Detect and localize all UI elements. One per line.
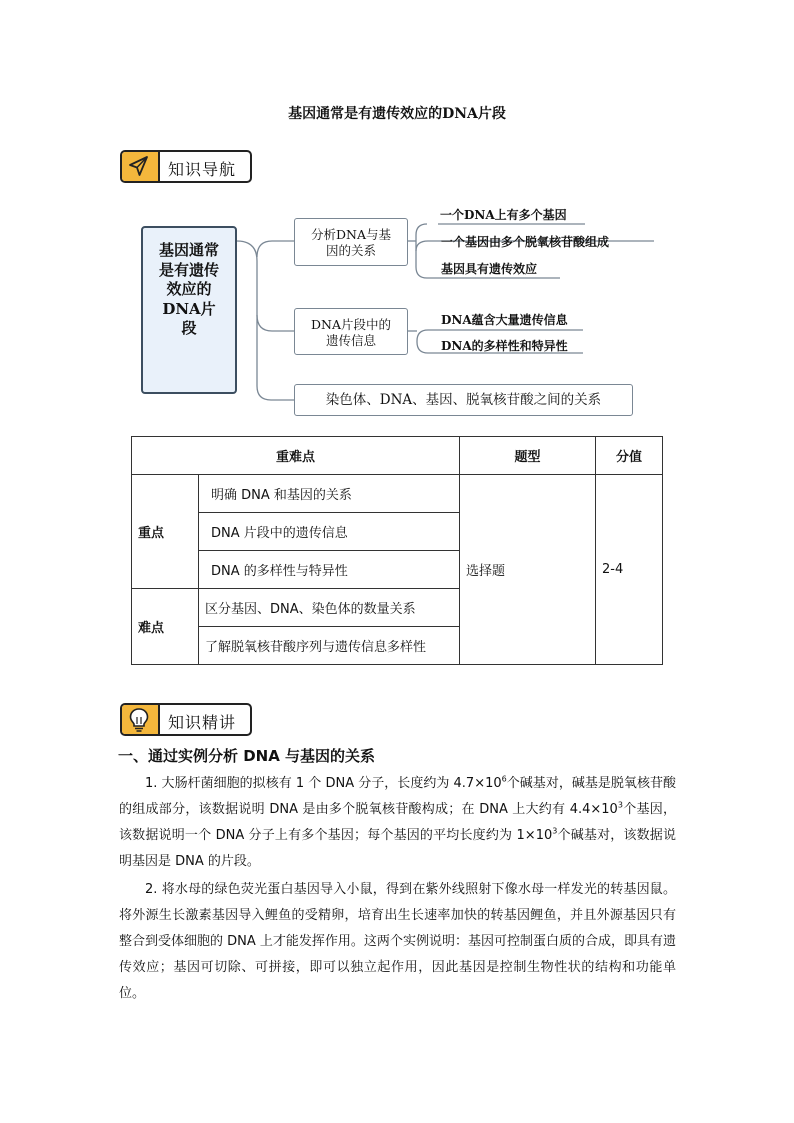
mindmap-branch-label: 染色体、DNA、基因、脱氧核苷酸之间的关系 [325,392,602,408]
mindmap-branch-label: 分析DNA与基因的关系 [311,227,391,258]
paragraph-text: 个碱基对，该数据说明基因是 DNA 的片段。 [119,828,676,869]
mindmap-leaf: DNA的多样性和特异性 [441,339,568,353]
mindmap-root [141,226,237,394]
section-header-lecture [120,703,252,736]
paragraph-text: 1. 大肠杆菌细胞的拟核有 1 个 DNA 分子，长度约为 4.7×10 [145,776,502,791]
table-cell: 明确 DNA 和基因的关系 [199,475,460,513]
lightbulb-icon [122,705,160,734]
table-cell: 区分基因、DNA、染色体的数量关系 [199,589,460,627]
table-cell: DNA 片段中的遗传信息 [199,513,460,551]
table-type-cell: 选择题 [460,475,596,665]
mindmap-branch-genetic-info [294,308,408,355]
section-header-label: 知识精讲 [168,713,237,732]
mindmap-branch-label: DNA片段中的遗传信息 [311,317,391,348]
key-points-table [131,436,663,665]
table-group-label: 重点 [132,475,199,589]
paragraph-2: 2. 将水母的绿色荧光蛋白基因导入小鼠，得到在紫外线照射下像水母一样发光的转基因鼠。将外源生长激素基因导入鲤鱼的受精卵，培育出生长速率加快的转基因鲤鱼，并且外源基因只有整合到受体细胞的 DNA 上才能发挥作用。这两个实例说明：基因可控制蛋白质的合成，即具有遗传效应；基因可切除、可拼接，即可以独立起作用，因此基因是控制生物性状的结构和功能单位。 [119,882,676,1001]
superscript: 6 [501,774,507,784]
table-header-cell: 题型 [460,437,596,475]
superscript: 3 [552,826,558,836]
mindmap-branch-relations [294,384,633,416]
table-row [132,475,663,513]
table-score-cell: 2-4 [596,475,663,665]
section-heading: 一、通过实例分析 DNA 与基因的关系 [118,747,376,765]
section-header-label: 知识导航 [168,160,237,179]
mindmap-leaf: 基因具有遗传效应 [441,262,538,276]
table-group-label: 难点 [132,589,199,665]
mindmap-leaf: 一个基因由多个脱氧核苷酸组成 [441,235,610,249]
table-cell: DNA 的多样性与特异性 [199,551,460,589]
paragraph-text: 个基因，该数据说明一个 DNA 分子上有多个基因；每个基因的平均长度约为 1×10 [119,802,676,843]
mindmap-root-label: 基因通常是有遗传效应的DNA片段 [159,241,220,337]
superscript: 3 [617,800,623,810]
paragraph-1 [119,771,676,875]
mindmap-leaf: DNA蕴含大量遗传信息 [441,313,568,327]
page-title: 基因通常是有遗传效应的DNA片段 [288,106,506,122]
table-header-row [132,437,663,475]
mindmap-connectors [0,0,794,430]
mindmap-leaf: 一个DNA上有多个基因 [440,208,567,222]
table-header-cell: 重难点 [132,437,460,475]
table-cell: 了解脱氧核苷酸序列与遗传信息多样性 [199,627,460,665]
paragraph-text: 个碱基对，碱基是脱氧核苷酸的组成部分，该数据说明 DNA 是由多个脱氧核苷酸构成；在 DNA 上大约有 4.4×10 [119,776,676,817]
table-header-cell: 分值 [596,437,663,475]
mindmap-branch-dna-gene [294,218,408,266]
